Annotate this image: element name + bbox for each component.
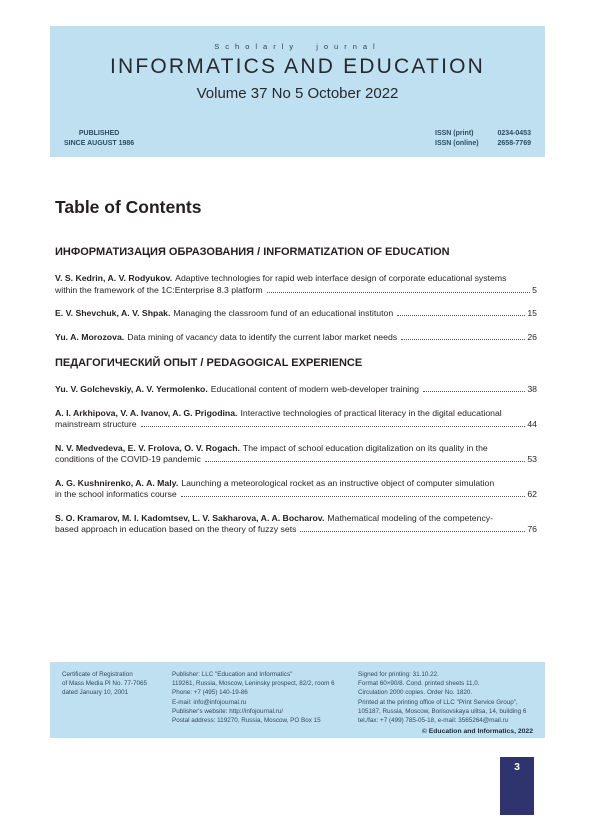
- issn-online: [435, 139, 531, 149]
- entry-authors: N. V. Medvedeva, E. V. Frolova, O. V. Rogach.: [55, 442, 240, 453]
- entry-line: [55, 285, 537, 297]
- published-line: PUBLISHED: [78, 130, 120, 137]
- page-title: Table of Contents: [55, 197, 202, 217]
- page-number: 3: [514, 761, 520, 773]
- entry-title: Mathematical modeling of the competency-: [327, 512, 494, 523]
- dot-leader: [397, 314, 525, 316]
- dot-leader: [300, 530, 525, 532]
- entry-line: [55, 443, 537, 455]
- toc-entry: [55, 443, 537, 466]
- entry-title: in the school informatics course: [55, 489, 177, 499]
- issn-print: [435, 129, 531, 139]
- entry-title: Data mining of vacancy data to identify the current labor market needs: [127, 331, 398, 342]
- toc-sections: [55, 246, 537, 536]
- imprint-line: of Mass Media PI No. 77-7065: [62, 680, 148, 688]
- copyright-line: © Education and Informatics, 2022: [421, 728, 533, 736]
- dot-leader: [423, 390, 525, 392]
- table-of-contents: [55, 197, 537, 548]
- header-meta-row: [64, 129, 531, 148]
- entry-page-number: 15: [527, 308, 537, 318]
- toc-entry: [55, 513, 537, 536]
- imprint-line: Certificate of Registration: [62, 671, 133, 678]
- imprint-line: dated January 10, 2001: [62, 689, 129, 697]
- imprint-line: Signed for printing: 31.10.22.: [358, 671, 439, 678]
- toc-entry: [55, 332, 537, 344]
- imprint-line: Format 60×90/8. Cond. printed sheets 11,0.: [358, 680, 480, 688]
- entry-title: The impact of school education digitalization on its quality in the: [242, 442, 488, 453]
- toc-section: [55, 246, 537, 343]
- issn-print-label: ISSN (print): [435, 130, 474, 137]
- entry-authors: V. S. Kedrin, A. V. Rodyukov.: [55, 273, 173, 283]
- page-number-tab: [500, 757, 534, 815]
- published-since: [64, 129, 134, 148]
- entry-title: Interactive technologies of practical literacy in the digital educational: [240, 407, 502, 418]
- toc-entry: [55, 384, 537, 396]
- entry-title: based approach in education based on the theory of fuzzy sets: [55, 524, 297, 534]
- entry-page-number: 76: [527, 524, 537, 534]
- entry-authors: Yu. V. Golchevskiy, A. V. Yermolenko.: [55, 384, 208, 394]
- journal-title: INFORMATICS AND EDUCATION: [109, 55, 486, 78]
- toc-entry: [55, 273, 537, 296]
- entry-page-number: 53: [527, 454, 537, 464]
- entry-title: within the framework of the 1C:Enterprise 8.3 platform: [55, 284, 263, 295]
- dot-leader: [401, 338, 525, 340]
- entry-page-number: 5: [532, 284, 537, 295]
- dot-leader: [267, 291, 531, 293]
- issn-print-value: 0234-0453: [497, 130, 531, 137]
- entry-title: Launching a meteorological rocket as an instructive object of computer simulation: [181, 477, 495, 488]
- entry-line: [55, 384, 537, 396]
- entry-line: [55, 524, 537, 536]
- entry-title: Adaptive technologies for rapid web interface design of corporate educational systems: [175, 273, 507, 283]
- imprint-line: Publisher: LLC "Education and Informatics": [172, 671, 293, 678]
- entry-line: [55, 478, 537, 490]
- entry-line: [55, 332, 537, 344]
- imprint-line: 105187, Russia, Moscow, Borisovskaya ulitsa, 14, building 6: [358, 707, 527, 715]
- issue-line: Volume 37 No 5 October 2022: [196, 85, 399, 102]
- imprint-line: Phone: +7 (495) 140-19-86: [172, 689, 248, 697]
- toc-entry: [55, 408, 537, 431]
- dot-leader: [181, 495, 526, 497]
- dot-leader: [205, 460, 525, 462]
- entry-page-number: 62: [527, 489, 537, 499]
- imprint-line: tel./fax: +7 (499) 785-05-18, e-mail: 3565264@mail.ru: [358, 717, 509, 725]
- section-heading: ИНФОРМАТИЗАЦИЯ ОБРАЗОВАНИЯ / INFORMATIZATION OF EDUCATION: [55, 246, 450, 258]
- imprint-line: Postal address: 119270, Russia, Moscow, PO Box 15: [172, 717, 321, 725]
- entry-line: [55, 454, 537, 466]
- entry-line: [55, 419, 537, 431]
- toc-entry: [55, 308, 537, 320]
- entry-line: [55, 513, 537, 525]
- entry-title: Educational content of modern web-developer training: [210, 384, 419, 394]
- dot-leader: [141, 425, 526, 427]
- entry-authors: Yu. A. Morozova.: [55, 331, 125, 342]
- journal-kicker: Scholarly journal: [214, 42, 381, 51]
- imprint-line: E-mail: info@infojournal.ru: [172, 698, 247, 706]
- issn-online-label: ISSN (online): [435, 139, 479, 147]
- imprint-col: [62, 670, 160, 725]
- entry-line: [55, 308, 537, 320]
- entry-line: [55, 489, 537, 501]
- entry-title: mainstream structure: [55, 419, 137, 429]
- imprint-col: [358, 670, 533, 725]
- entry-page-number: 44: [527, 419, 537, 429]
- journal-header: [50, 26, 545, 157]
- imprint-col: [172, 670, 346, 725]
- imprint-line: 119261, Russia, Moscow, Leninsky prospect, 82/2, room 6: [172, 680, 335, 688]
- entry-authors: E. V. Shevchuk, A. V. Shpak.: [55, 308, 171, 318]
- entry-authors: A. I. Arkhipova, V. A. Ivanov, A. G. Prigodina.: [55, 407, 238, 418]
- entry-line: [55, 408, 537, 420]
- published-line: SINCE AUGUST 1986: [64, 139, 135, 147]
- issn-online-value: 2658-7769: [497, 139, 531, 147]
- section-heading: ПЕДАГОГИЧЕСКИЙ ОПЫТ / PEDAGOGICAL EXPERIENCE: [55, 357, 363, 369]
- entry-line: [55, 273, 537, 285]
- toc-entry: [55, 478, 537, 501]
- toc-section: [55, 357, 537, 536]
- entry-page-number: 38: [527, 384, 537, 394]
- imprint-columns: [62, 670, 533, 725]
- entry-authors: A. G. Kushnirenko, A. A. Maly.: [55, 477, 179, 488]
- entry-title: conditions of the COVID-19 pandemic: [55, 454, 201, 464]
- entry-page-number: 26: [527, 331, 537, 342]
- entry-title: Managing the classroom fund of an educational instituton: [173, 308, 394, 318]
- imprint-line: Circulation 2000 copies. Order No. 1820.: [358, 689, 473, 697]
- imprint-line: Publisher's website: http://infojournal.ru/: [172, 707, 284, 715]
- entry-authors: S. O. Kramarov, M. I. Kadomtsev, L. V. Sakharova, A. A. Bocharov.: [55, 512, 325, 523]
- issn-block: [435, 129, 531, 148]
- imprint-block: [50, 662, 545, 738]
- imprint-line: Printed at the printing office of LLC "Print Service Group",: [358, 698, 518, 706]
